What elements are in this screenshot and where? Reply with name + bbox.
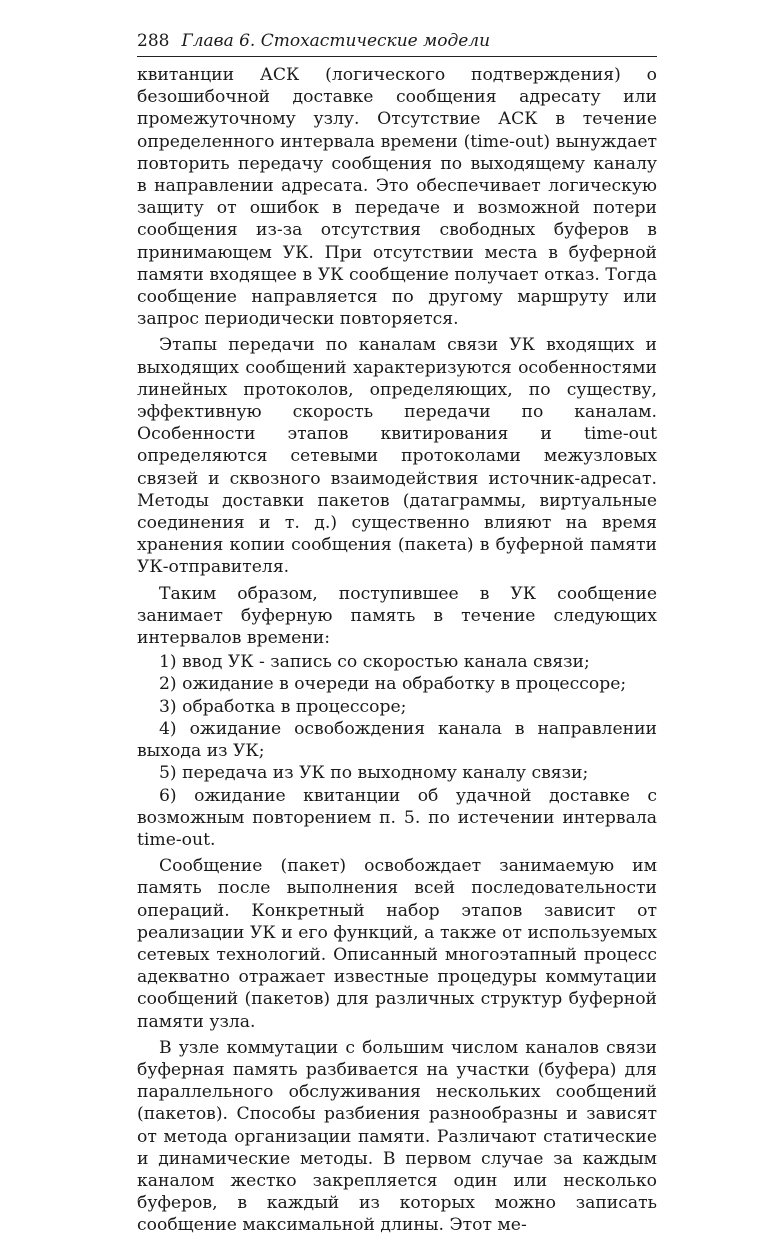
list-item: 4) ожидание освобождения канала в направлении выхода из УК; [137, 718, 657, 762]
list-item: 5) передача из УК по выходному каналу связи; [159, 763, 589, 784]
paragraph: В узле коммутации с большим числом каналов связи буферная память разбивается на участки (буфера) для параллельного обслуживания нескольких сообщений (пакетов). Способы разбиения разнообразны и зависят от метода организации памяти. Различают статические и динамические методы. В первом случае за каждым каналом жестко закрепляется один или несколько буферов, в каждый из которых можно записать сообщение максимальной длины. Этот ме- [137, 1037, 657, 1236]
list-item: 3) обработка в процессоре; [159, 696, 407, 717]
list-item: 6) ожидание квитанции об удачной доставке с возможным повторением п. 5. по истечении интервала time-out. [137, 785, 657, 850]
paragraph: Таким образом, поступившее в УК сообщение занимает буферную память в течение следующих интервалов времени: [137, 583, 657, 649]
chapter-title: Глава 6. Стохастические модели [181, 31, 491, 51]
paragraph: квитанции АСК (логического подтверждения) о безошибочной доставке сообщения адресату или промежуточному узлу. Отсутствие АСК в течение определенного интервала времени (time-out) вынуждает повторить передачу сообщения по выходящему каналу в направлении адресата. Это обеспечивает логическую защиту от ошибок в передаче и возможной потери сообщения из-за отсутствия свободных буферов в принимающем УК. При отсутствии места в буферной памяти входящее в УК сообщение получает отказ. Тогда сообщение направляется по другому маршруту или запрос периодически повторяется. [137, 65, 657, 330]
list-item: 2) ожидание в очереди на обработку в процессоре; [159, 674, 627, 695]
paragraph: Сообщение (пакет) освобождает занимаемую им память после выполнения всей последовательности операций. Конкретный набор этапов зависит от реализации УК и его функций, а также от используемых сетевых технологий. Описанный многоэтапный процесс адекватно отражает известные процедуры коммутации сообщений (пакетов) для различных структур буферной памяти узла. [137, 856, 657, 1032]
paragraph: Этапы передачи по каналам связи УК входящих и выходящих сообщений характеризуются особенностями линейных протоколов, определяющих, по существу, эффективную скорость передачи по каналам. Особенности этапов квитирования и time-out определяются сетевыми протоколами межузловых связей и сквозного взаимодействия источник-адресат. Методы доставки пакетов (датаграммы, виртуальные соединения и т. д.) существенно влияют на время хранения копии сообщения (пакета) в буферной памяти УК-отправителя. [137, 335, 657, 578]
running-header [137, 30, 657, 57]
list-item: 1) ввод УК - запись со скоростью канала связи; [159, 652, 590, 673]
page-body [137, 64, 657, 1241]
page-number: 288 [137, 31, 170, 51]
